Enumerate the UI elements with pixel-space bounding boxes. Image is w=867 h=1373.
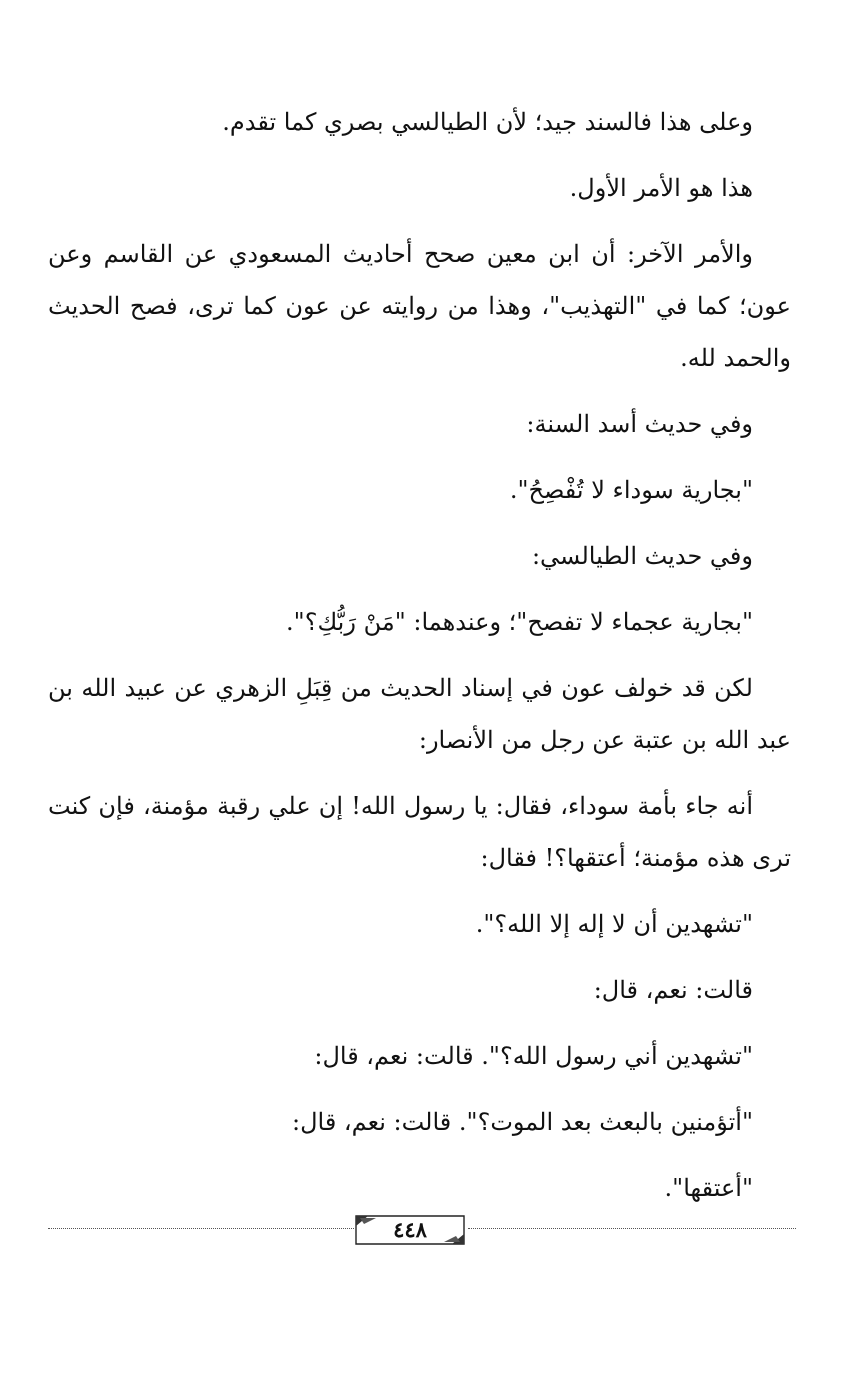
quote: "بجارية عجماء لا تفصح"؛ وعندهما: "مَنْ رَبُّكِ؟". [286,608,753,636]
paragraph: قالت: نعم، قال: [593,976,753,1004]
paragraph: لكن قد خولف عون في إسناد الحديث من قِبَلِ الزهري عن عبيد الله بن عبد الله بن عتبة عن رجل من الأنصار: [48,674,791,754]
paragraph: وفي حديث أسد السنة: [526,410,753,438]
page-number: ٤٤٨ [393,1217,427,1242]
quote: "بجارية سوداء لا تُفْصِحُ". [509,476,753,504]
quote: "تشهدين أن لا إله إلا الله؟". [475,910,753,938]
quote: "أتؤمنين بالبعث بعد الموت؟". قالت: نعم، قال: [291,1108,753,1136]
body-text [48,96,791,1228]
footer-rule-right [468,1228,796,1229]
paragraph: هذا هو الأمر الأول. [569,174,753,202]
paragraph: أنه جاء بأمة سوداء، فقال: يا رسول الله! إن علي رقبة مؤمنة، فإن كنت ترى هذه مؤمنة؛ أعتقها؟! فقال: [48,792,791,872]
quote: "أعتقها". [664,1174,753,1202]
footer-rule-left [48,1228,354,1229]
paragraph: والأمر الآخر: أن ابن معين صحح أحاديث المسعودي عن القاسم وعن عون؛ كما في "التهذيب"، وهذا من روايته عن عون كما ترى، فصح الحديث والحمد لله. [48,240,791,372]
quote: "تشهدين أني رسول الله؟". قالت: نعم، قال: [314,1042,753,1070]
page-footer [48,1212,796,1252]
paragraph: وفي حديث الطيالسي: [531,542,753,570]
paragraph: وعلى هذا فالسند جيد؛ لأن الطيالسي بصري كما تقدم. [222,108,753,136]
page-number-frame [354,1212,466,1248]
